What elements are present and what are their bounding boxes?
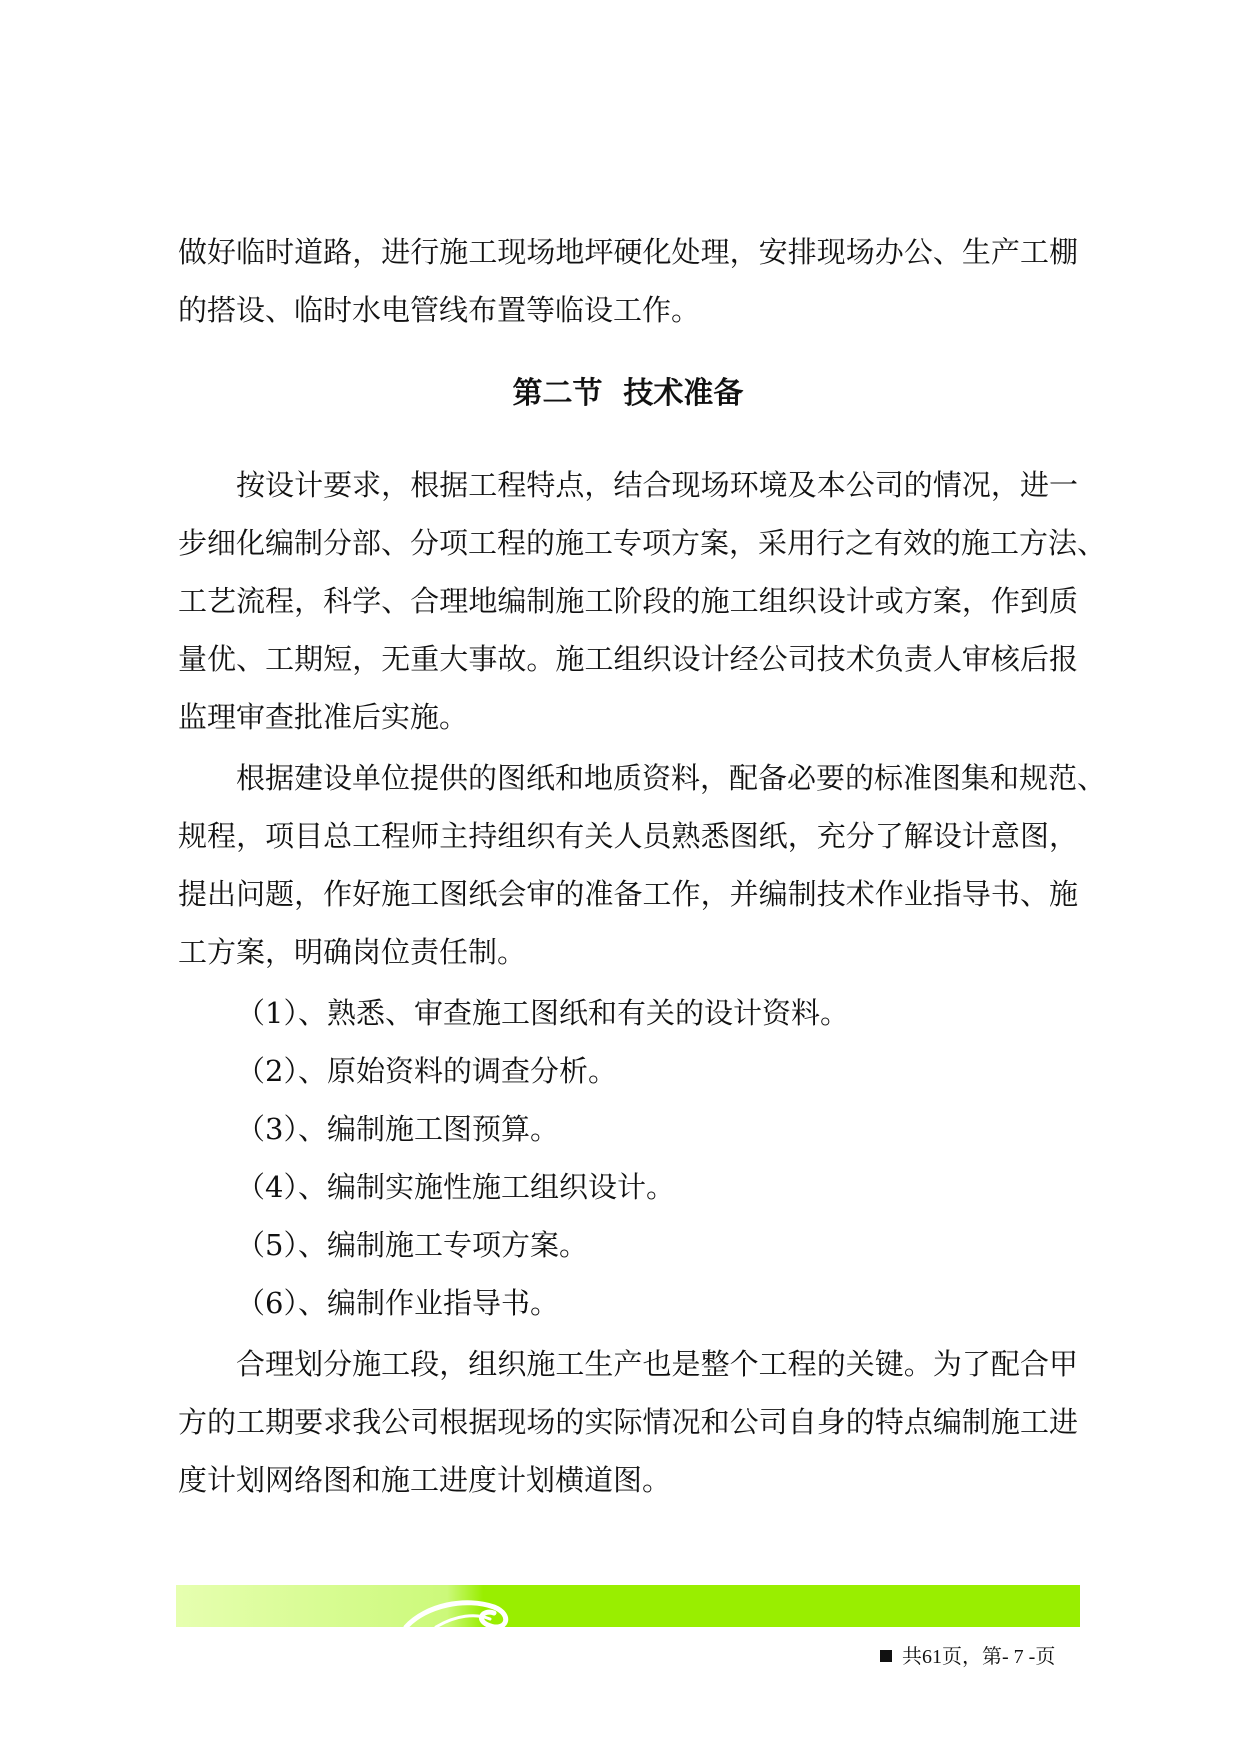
list-item: （2）、原始资料的调查分析。 bbox=[236, 1054, 617, 1088]
task-list bbox=[236, 984, 1078, 1332]
page-number-text: 共61页，第- 7 -页 bbox=[902, 1646, 1056, 1668]
paragraph-line: 量优、工期短，无重大事故。施工组织设计经公司技术负责人审核后报 bbox=[178, 642, 1078, 676]
paragraph-line: 监理审查批准后实施。 bbox=[178, 700, 469, 734]
paragraph-line: 规程，项目总工程师主持组织有关人员熟悉图纸，充分了解设计意图， bbox=[178, 819, 1078, 853]
paragraph-drawings bbox=[178, 749, 1107, 981]
list-item: （6）、编制作业指导书。 bbox=[236, 1286, 559, 1320]
paragraph-line: 做好临时道路，进行施工现场地坪硬化处理，安排现场办公、生产工棚 bbox=[178, 235, 1078, 269]
paragraph-line: 方的工期要求我公司根据现场的实际情况和公司自身的特点编制施工进 bbox=[178, 1405, 1078, 1439]
page-number bbox=[880, 1640, 1080, 1669]
paragraph-line: 合理划分施工段，组织施工生产也是整个工程的关键。为了配合甲 bbox=[236, 1347, 1078, 1381]
list-item: （4）、编制实施性施工组织设计。 bbox=[236, 1170, 675, 1204]
paragraph-line: 的搭设、临时水电管线布置等临设工作。 bbox=[178, 293, 701, 327]
paragraph-design-requirements bbox=[178, 456, 1107, 746]
paragraph-schedule bbox=[178, 1335, 1078, 1509]
paragraph-line: 根据建设单位提供的图纸和地质资料，配备必要的标准图集和规范、 bbox=[236, 761, 1107, 795]
paragraph-line: 度计划网络图和施工进度计划横道图。 bbox=[178, 1463, 672, 1497]
section-title: 第二节 技术准备 bbox=[512, 376, 744, 411]
list-item: （1）、熟悉、审查施工图纸和有关的设计资料。 bbox=[236, 996, 849, 1030]
paragraph-line: 步细化编制分部、分项工程的施工专项方案，采用行之有效的施工方法、 bbox=[178, 526, 1107, 560]
paragraph-line: 提出问题，作好施工图纸会审的准备工作，并编制技术作业指导书、施 bbox=[178, 877, 1078, 911]
list-item: （3）、编制施工图预算。 bbox=[236, 1112, 559, 1146]
paragraph-line: 按设计要求，根据工程特点，结合现场环境及本公司的情况，进一 bbox=[236, 468, 1078, 502]
list-item: （5）、编制施工专项方案。 bbox=[236, 1228, 588, 1262]
paragraph-line: 工方案，明确岗位责任制。 bbox=[178, 935, 527, 969]
square-bullet-icon bbox=[880, 1650, 892, 1662]
paragraph-site-prep bbox=[178, 223, 1078, 339]
footer-band bbox=[176, 1585, 1080, 1627]
paragraph-line: 工艺流程，科学、合理地编制施工阶段的施工组织设计或方案，作到质 bbox=[178, 584, 1078, 618]
